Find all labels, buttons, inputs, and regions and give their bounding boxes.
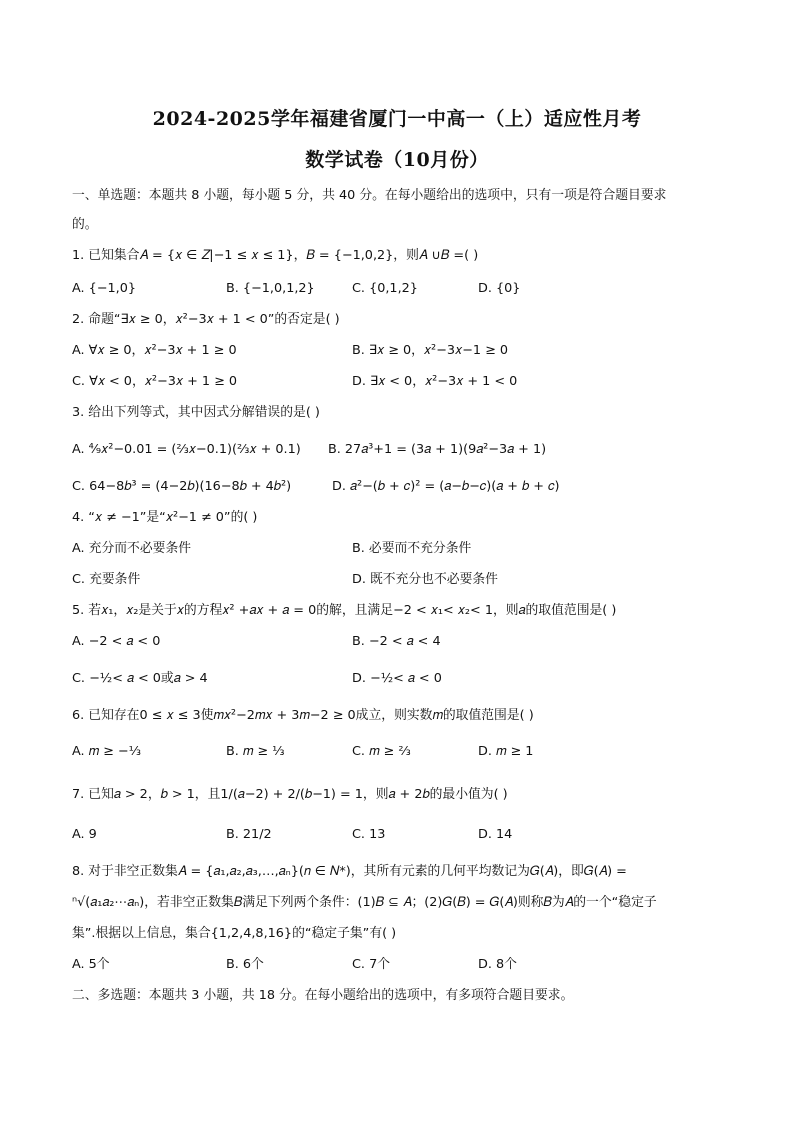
- q7-option-c: C. 13: [352, 827, 386, 842]
- q6-option-b: B. 𝑚 ≥ ⅓: [226, 744, 285, 759]
- q3-option-c: C. 64−8𝑏³ = (4−2𝑏)(16−8𝑏 + 4𝑏²): [72, 479, 292, 494]
- q1-option-b: B. {−1,0,1,2}: [226, 281, 315, 296]
- q8-option-b: B. 6个: [226, 957, 264, 972]
- exam-title: 2024-2025学年福建省厦门一中高一（上）适应性月考: [152, 108, 642, 130]
- q8-option-a: A. 5个: [72, 957, 110, 972]
- q1-stem: 1. 已知集合𝐴 = {𝑥 ∈ 𝑍|−1 ≤ 𝑥 ≤ 1}，𝐵 = {−1,0,2}，则𝐴 ∪𝐵 =( ): [72, 248, 479, 263]
- q6-stem: 6. 已知存在0 ≤ 𝑥 ≤ 3使𝑚𝑥²−2𝑚𝑥 + 3𝑚−2 ≥ 0成立，则实数𝑚的取值范围是( ): [72, 708, 534, 723]
- q2-stem: 2. 命题“∃𝑥 ≥ 0，𝑥²−3𝑥 + 1 < 0”的否定是( ): [72, 312, 340, 327]
- exam-subtitle: 数学试卷（10月份）: [305, 149, 489, 171]
- q1-option-c: C. {0,1,2}: [352, 281, 418, 296]
- q4-option-d: D. 既不充分也不必要条件: [352, 572, 498, 587]
- q5-stem: 5. 若𝑥₁，𝑥₂是关于𝑥的方程𝑥² +𝑎𝑥 + 𝑎 = 0的解，且满足−2 < 𝑥₁< 𝑥₂< 1，则𝑎的取值范围是( ): [72, 603, 617, 618]
- q6-option-a: A. 𝑚 ≥ −⅓: [72, 744, 142, 759]
- q3-stem: 3. 给出下列等式，其中因式分解错误的是( ): [72, 405, 320, 420]
- q2-option-a: A. ∀𝑥 ≥ 0，𝑥²−3𝑥 + 1 ≥ 0: [72, 343, 237, 358]
- q3-option-a: A. ⁴⁄₉𝑥²−0.01 = (⅔𝑥−0.1)(⅔𝑥 + 0.1): [72, 442, 301, 457]
- q5-option-c: C. −½< 𝑎 < 0或𝑎 > 4: [72, 671, 208, 686]
- q3-option-b: B. 27𝑎³+1 = (3𝑎 + 1)(9𝑎²−3𝑎 + 1): [328, 442, 547, 457]
- q8-option-d: D. 8个: [478, 957, 517, 972]
- q1-option-a: A. {−1,0}: [72, 281, 137, 296]
- q8-stem-line1: 8. 对于非空正数集𝐴 = {𝑎₁,𝑎₂,𝑎₃,…,𝑎ₙ}(𝑛 ∈ 𝑁*)，其所有元素的几何平均数记为𝐺(𝐴)，即𝐺(𝐴) =: [72, 864, 627, 879]
- q7-option-a: A. 9: [72, 827, 97, 842]
- q3-option-d: D. 𝑎²−(𝑏 + 𝑐)² = (𝑎−𝑏−𝑐)(𝑎 + 𝑏 + 𝑐): [332, 479, 560, 494]
- q5-option-a: A. −2 < 𝑎 < 0: [72, 634, 161, 649]
- q2-option-c: C. ∀𝑥 < 0，𝑥²−3𝑥 + 1 ≥ 0: [72, 374, 237, 389]
- q6-option-c: C. 𝑚 ≥ ⅔: [352, 744, 411, 759]
- q5-option-b: B. −2 < 𝑎 < 4: [352, 634, 441, 649]
- q4-option-b: B. 必要而不充分条件: [352, 541, 472, 556]
- q2-option-d: D. ∃𝑥 < 0，𝑥²−3𝑥 + 1 < 0: [352, 374, 518, 389]
- q7-stem: 7. 已知𝑎 > 2，𝑏 > 1，且1/(𝑎−2) + 2/(𝑏−1) = 1，则𝑎 + 2𝑏的最小值为( ): [72, 787, 508, 802]
- q4-stem: 4. “𝑥 ≠ −1”是“𝑥²−1 ≠ 0”的( ): [72, 510, 258, 525]
- q1-option-d: D. {0}: [478, 281, 521, 296]
- q7-option-b: B. 21/2: [226, 827, 272, 842]
- q4-option-a: A. 充分而不必要条件: [72, 541, 192, 556]
- q8-option-c: C. 7个: [352, 957, 391, 972]
- section1-heading-cont: 的。: [72, 217, 98, 232]
- q6-option-d: D. 𝑚 ≥ 1: [478, 744, 534, 759]
- q8-stem-line3: 集”.根据以上信息，集合{1,2,4,8,16}的“稳定子集”有( ): [72, 926, 397, 941]
- q7-option-d: D. 14: [478, 827, 513, 842]
- q2-option-b: B. ∃𝑥 ≥ 0，𝑥²−3𝑥−1 ≥ 0: [352, 343, 509, 358]
- q8-stem-line2: ⁿ√(𝑎₁𝑎₂⋯𝑎ₙ)，若非空正数集𝐵满足下列两个条件：(1)𝐵 ⊆ 𝐴；(2)𝐺(𝐵) = 𝐺(𝐴)则称𝐵为𝐴的一个“稳定子: [72, 895, 657, 910]
- q4-option-c: C. 充要条件: [72, 572, 141, 587]
- section1-heading: 一、单选题：本题共 8 小题，每小题 5 分，共 40 分。在每小题给出的选项中，只有一项是符合题目要求: [72, 188, 667, 203]
- q5-option-d: D. −½< 𝑎 < 0: [352, 671, 442, 686]
- section2-heading: 二、多选题：本题共 3 小题，共 18 分。在每小题给出的选项中，有多项符合题目要求。: [72, 988, 574, 1003]
